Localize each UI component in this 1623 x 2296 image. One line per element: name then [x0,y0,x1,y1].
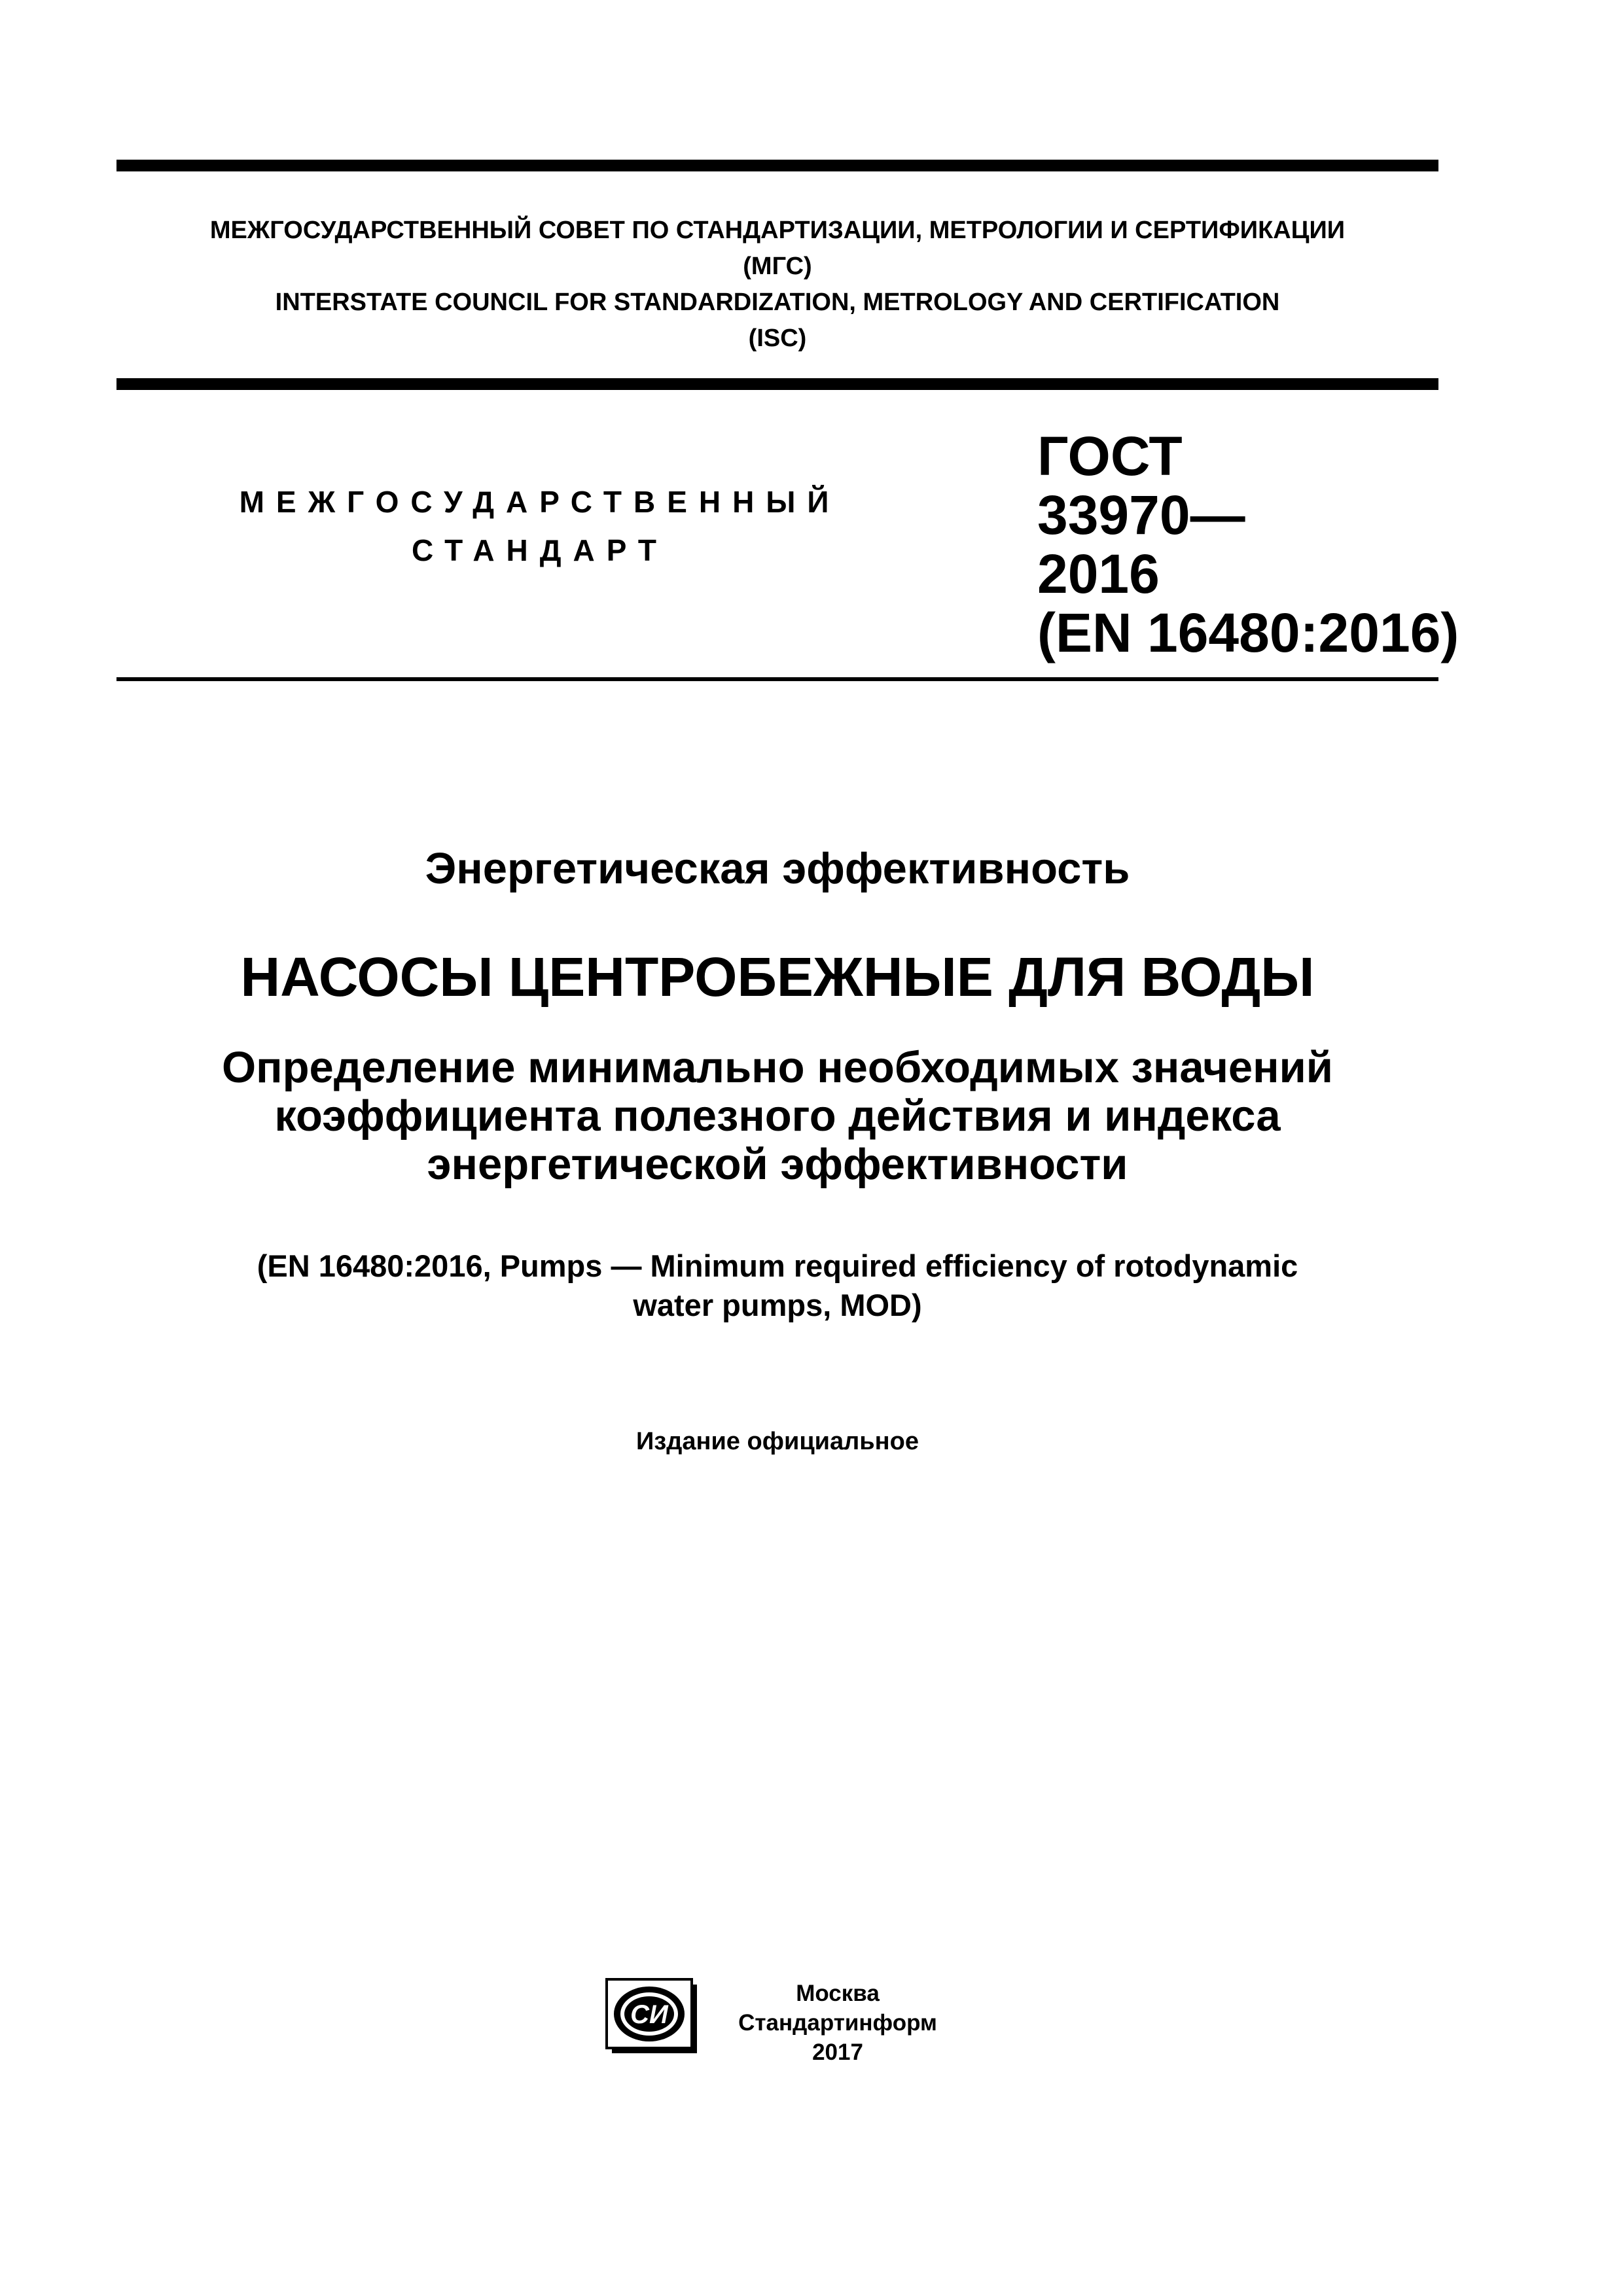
publisher-block [713,1979,962,2067]
standard-type-line2: СТАНДАРТ [412,533,668,567]
subtitle-line: Определение минимально необходимых значений [222,1043,1333,1092]
document-subtitle [116,1044,1438,1189]
standard-type-line1: МЕЖГОСУДАРСТВЕННЫЙ [239,485,841,519]
source-line: water pumps, MOD) [633,1288,922,1322]
source-line: (EN 16480:2016, Pumps — Minimum required efficiency of rotodynamic [257,1248,1298,1283]
publisher-city: Москва [796,1981,880,2006]
publisher-name: Стандартинформ [738,2010,937,2036]
subtitle-line: коэффициента полезного действия и индекса [274,1091,1281,1140]
designation-year: 2016 [1037,543,1160,605]
logo-text: СИ [630,2000,668,2029]
council-header [116,213,1438,357]
council-abbr-ru: (МГС) [743,253,812,280]
designation-reference: (EN 16480:2016) [1037,602,1459,663]
council-name-ru: МЕЖГОСУДАРСТВЕННЫЙ СОВЕТ ПО СТАНДАРТИЗАЦИИ, МЕТРОЛОГИИ И СЕРТИФИКАЦИИ [209,217,1346,244]
subtitle-line: энергетической эффективности [427,1140,1128,1189]
document-topic: Энергетическая эффективность [425,844,1130,893]
middle-rule [116,378,1438,390]
council-abbr-en: (ISC) [748,325,807,352]
source-standard [116,1246,1438,1325]
top-rule [116,160,1438,171]
designation-prefix: ГОСТ [1037,425,1183,487]
council-name-en: INTERSTATE COUNCIL FOR STANDARDIZATION, METROLOGY AND CERTIFICATION [275,289,1280,316]
standard-type [196,478,883,574]
bottom-rule [116,677,1438,681]
document-main-title: НАСОСЫ ЦЕНТРОБЕЖНЫЕ ДЛЯ ВОДЫ [240,946,1315,1008]
edition-note: Издание официальное [636,1428,919,1455]
standard-designation [1037,425,1459,663]
standartinform-logo-icon [605,1978,702,2058]
designation-number: 33970— [1037,484,1245,546]
publisher-year: 2017 [812,2040,863,2065]
